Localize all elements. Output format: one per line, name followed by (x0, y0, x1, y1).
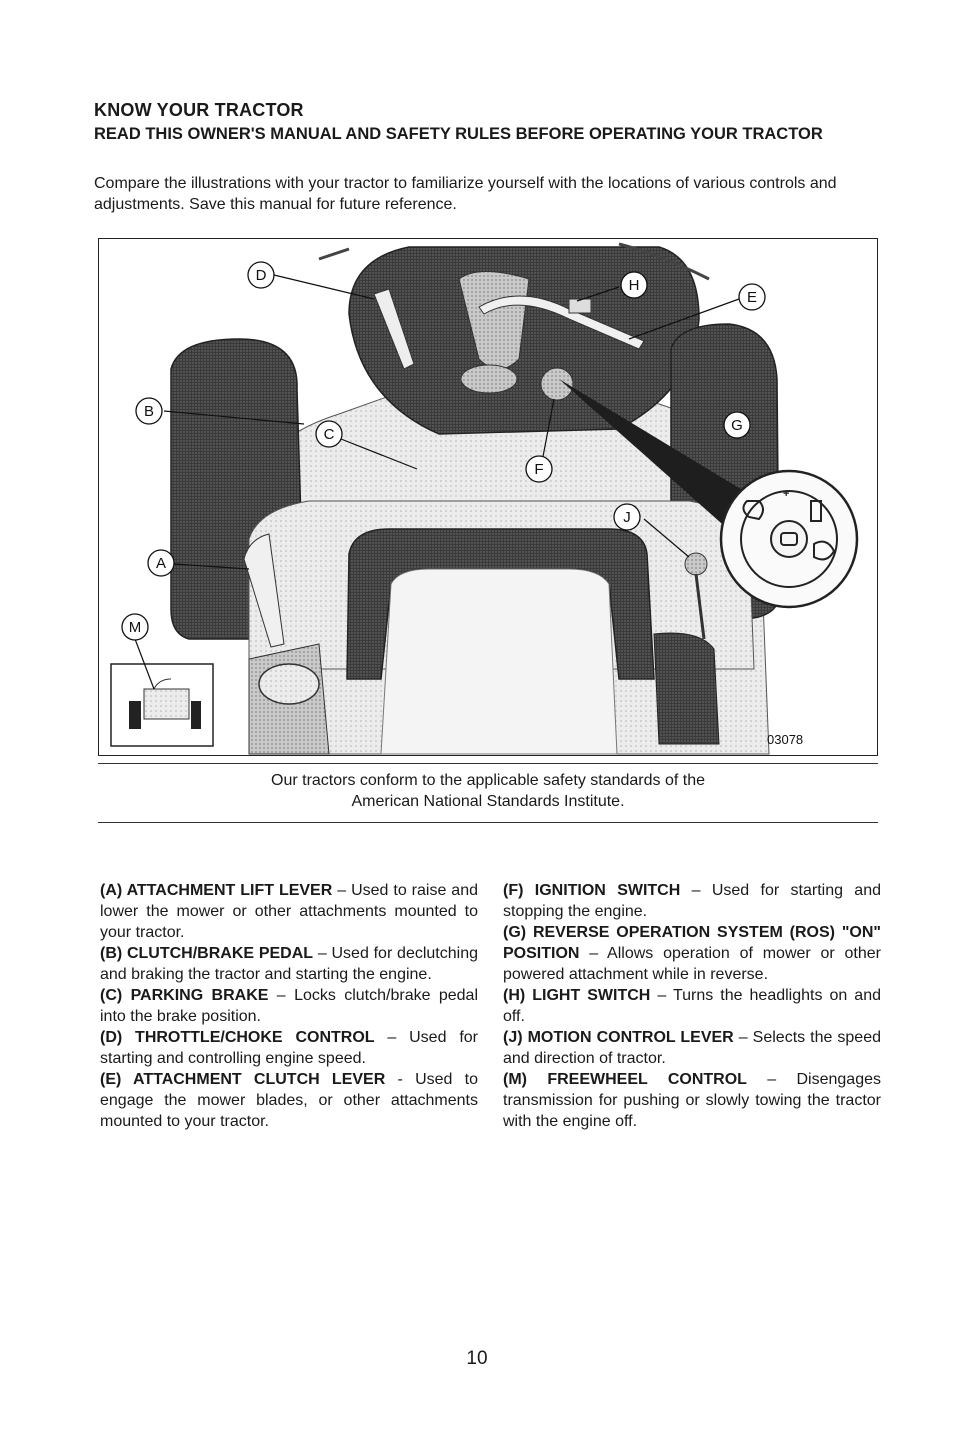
divider-top (98, 763, 878, 764)
entry-parking-brake: (C) PARKING BRAKE – Locks clutch/brake pedal into the brake position. (100, 987, 479, 1025)
callout-E: E (746, 289, 758, 306)
callout-M: M (128, 619, 142, 636)
entry-clutch-brake-pedal: (B) CLUTCH/BRAKE PEDAL – Used for declutching and braking the tractor and starting the engine. (100, 945, 478, 983)
entry-attachment-clutch-lever: (E) ATTACHMENT CLUTCH LEVER - Used to engage the mower blades, or other attachments mounted to your tractor. (100, 1071, 478, 1130)
svg-text:+: + (783, 488, 790, 500)
entry-throttle-choke-control: (D) THROTTLE/CHOKE CONTROL – Used for starting and controlling engine speed. (100, 1029, 478, 1067)
entry-freewheel-control: (M) FREEWHEEL CONTROL – Disengages transmission for pushing or slowly towing the tractor with the engine off. (503, 1071, 881, 1130)
controls-list-right (503, 880, 881, 1132)
page-number: 10 (466, 1348, 488, 1369)
callout-A: A (155, 555, 167, 572)
callout-G: G (731, 417, 743, 434)
entry-ignition-switch: (F) IGNITION SWITCH – Used for starting and stopping the engine. (503, 882, 882, 920)
safety-subheading: READ THIS OWNER'S MANUAL AND SAFETY RULES BEFORE OPERATING YOUR TRACTOR (94, 125, 823, 143)
ansi-conformance-note: Our tractors conform to the applicable safety standards of the American National Standards Institute. (271, 772, 705, 810)
figure-code: 03078 (767, 732, 804, 747)
callout-D: D (255, 267, 267, 284)
callout-B: B (143, 403, 155, 420)
divider-bottom (98, 822, 878, 823)
controls-list-left (100, 880, 478, 1132)
entry-attachment-lift-lever: (A) ATTACHMENT LIFT LEVER – Used to raise and lower the mower or other attachments mounted to your tractor. (100, 882, 479, 941)
callout-F: F (534, 461, 544, 478)
callout-C: C (323, 426, 335, 443)
tractor-illustration (98, 238, 878, 756)
section-heading: KNOW YOUR TRACTOR (94, 100, 304, 120)
callout-J: J (623, 509, 631, 526)
intro-paragraph: Compare the illustrations with your tractor to familiarize yourself with the locations of various controls and adjustments. Save this manual for future reference. (94, 175, 837, 213)
entry-reverse-operation-system: (G) REVERSE OPERATION SYSTEM (ROS) "ON" POSITION – Allows operation of mower or other powered attachment while in reverse. (503, 924, 881, 983)
entry-motion-control-lever: (J) MOTION CONTROL LEVER – Selects the speed and direction of tractor. (503, 1029, 882, 1067)
callout-H: H (628, 277, 640, 294)
entry-light-switch: (H) LIGHT SWITCH – Turns the headlights on and off. (503, 987, 881, 1025)
